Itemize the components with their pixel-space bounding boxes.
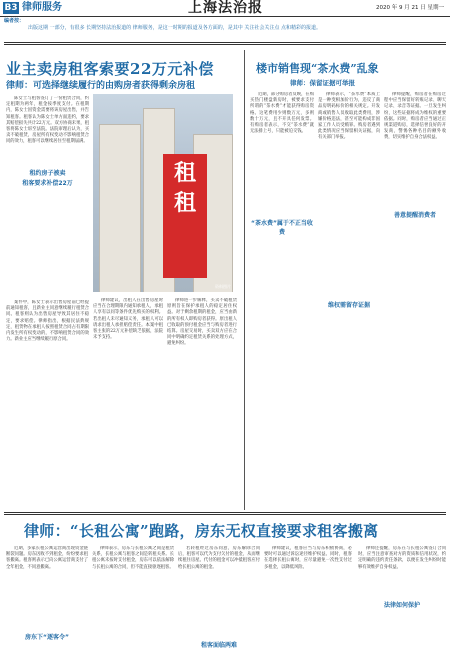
article-paragraph: 律师建议，租客应当与房东积极协商，必要时可以通过诉讼途径维护权益。同时，租客在选择长租公寓时，应尽量避免一次性支付过多租金，以降低风险。 [264,546,352,570]
article-paragraph: 陈女士与租客签订了一份租赁合同，约定租期为两年，租金按季度支付。在租期内，陈女士因资金需要将该房屋出售，并告知租客。租客认为陈女士单方面违约，要求其赔偿损失共计22万元。双方协商未果，租客将陈女士诉至法院。法院审理后认为，买卖不破租赁，房屋所有权变动不影响租赁合同的效力，租客可以继续居住至租期届满。 [6,96,89,145]
masthead [0,0,450,17]
bottom-article-column [264,546,352,666]
left-subheadline: 律师：可选择继续履行的由购房者获得剩余房租 [6,81,196,91]
left-article-column [167,298,237,508]
left-article-column [93,298,163,508]
section-subhead: 善意提醒消费者 [393,212,436,219]
divider [4,42,446,43]
section-subhead: 法律如何保护 [383,602,420,609]
article-paragraph: 律师建议，出租人在出售房屋时应当在合理期限内通知承租人，承租人享有以同等条件优先购买的权利。若出租人未尽通知义务，承租人可以请求出租人承担赔偿责任。本案中租客主张的22万元补偿缺乏依据，法院未予支持。 [93,298,163,341]
editor-note-text: 出版这期 一部分，有很多 长期坚持法治报道的 律师服务，是这一时期的报道及各方面的，是其中 关注社会关注点 点和精彩的报道。 [28,25,321,31]
right-headline: 楼市销售现“茶水费”乱象 [256,62,379,75]
section-subhead: 租客面临两难 [200,642,237,649]
page-number: B3 [4,3,18,13]
section-subhead: 租客要求补偿22万 [22,180,73,187]
article-paragraph: 近期，多家长租公寓运营商出现资金链断裂问题。房东因收不到租金，纷纷要求租客搬离。租客则表示已向公寓运营商支付了全年租金，不同意搬离。 [6,546,88,570]
bottom-article-column [6,546,88,666]
left-headline: 业主卖房租客索要22万元补偿 [6,60,214,78]
column-divider [244,50,245,510]
newspaper-title: 上海法治报 [188,0,263,16]
article-paragraph: 律师表示，“茶水费”本质上是一种变相加价行为，违反了商品房明码标价的相关规定。开发商或销售人员收取此类费用，涉嫌价格违法，甚至可能构成非国家工作人员受贿罪。购房者遇到此类情况应当保留相关证据，向有关部门举报。 [318,92,380,141]
editor-note [4,18,446,38]
right-subheadline: 律师：保留证据可举报 [290,79,355,87]
section-subhead: “茶水费”属于不正当收费 [251,220,313,236]
right-article-column [250,92,314,508]
rent-sign: 租 租 [163,154,207,278]
article-paragraph: 律师进一步解释，买卖不破租赁原则旨在保护承租人的稳定居住权益。对于剩余租期的租金，应当由新的所有权人即购房者获得。原出租人已收取的预付租金应当与购房者进行结算。房屋交易时，买卖双方应在合同中明确约定租赁关系的处理方式，避免纠纷。 [167,298,237,347]
section-subhead: 房东下“逐客令” [25,634,69,641]
section-name: 律师服务 [22,2,62,13]
article-paragraph: 近期，部分购房者反映，在购买热门楼盘新房时，被要求支付所谓的“茶水费”才能获得购房资格。这笔费用少则数万元，多则数十万元，且不开具任何发票。有购房者表示，不交“茶水费”就无法排上号，只能被迫交钱。 [250,92,314,135]
section-subhead: 租约房子被卖 [29,170,66,177]
section-subhead: 维权需留存证据 [327,302,370,309]
article-photo [93,94,233,292]
divider [4,512,446,513]
divider [4,514,446,515]
editor-note-label: 编者按： [4,18,25,24]
article-paragraph: 律师还提醒，房东在与长租公寓签订合同时，应当注意审查对方的资质和信用状况，约定明确的违约责任条款，以便在发生纠纷时能够有效维护自身权益。 [358,546,446,570]
article-paragraph: 律师表示，房东与长租公寓之间是租赁关系，长租公寓与租客之间是转租关系。长租公寓未按时支付租金，房东可以依法解除与长租公寓的合同，但不能直接驱逐租客。 [92,546,174,570]
bottom-article-column [92,546,174,666]
divider [4,44,446,45]
right-article-column [384,92,446,508]
article-paragraph: 律师提醒，购房者在购房过程中应当保留好转账记录、聊天记录、录音等证据。一旦发生纠纷，这些证据将成为维权的重要依据。同时，购房者应当通过正规渠道购房，选择信誉良好的开发商，警惕各种名目的额外收费，切实维护自身合法权益。 [384,92,446,141]
issue-date: 2020 年 9 月 21 日 星期一 [376,5,444,11]
article-paragraph: 若转租经过房东同意，房东解除合同后，租客可以代为支付欠付的租金，从而继续租住房屋。代付的租金可以冲抵租客应付给长租公寓的租金。 [178,546,260,570]
bottom-headline: 律师：“长租公寓”跑路，房东无权直接要求租客搬离 [24,522,379,540]
article-paragraph: 案件中，陈女士表示出售房屋前已经提前通知租客，且新业主同意继续履行租赁合同。租客则认为出售房屋导致其居住不稳定，要求赔偿。律师指出，根据民法典规定，租赁物在承租人按照租赁合同占有期限内发生所有权变动的，不影响租赁合同的效力。新业主应当继续履行原合同。 [6,300,89,343]
photo-credit: 资料图片 [215,284,231,289]
left-article-column [6,300,89,508]
